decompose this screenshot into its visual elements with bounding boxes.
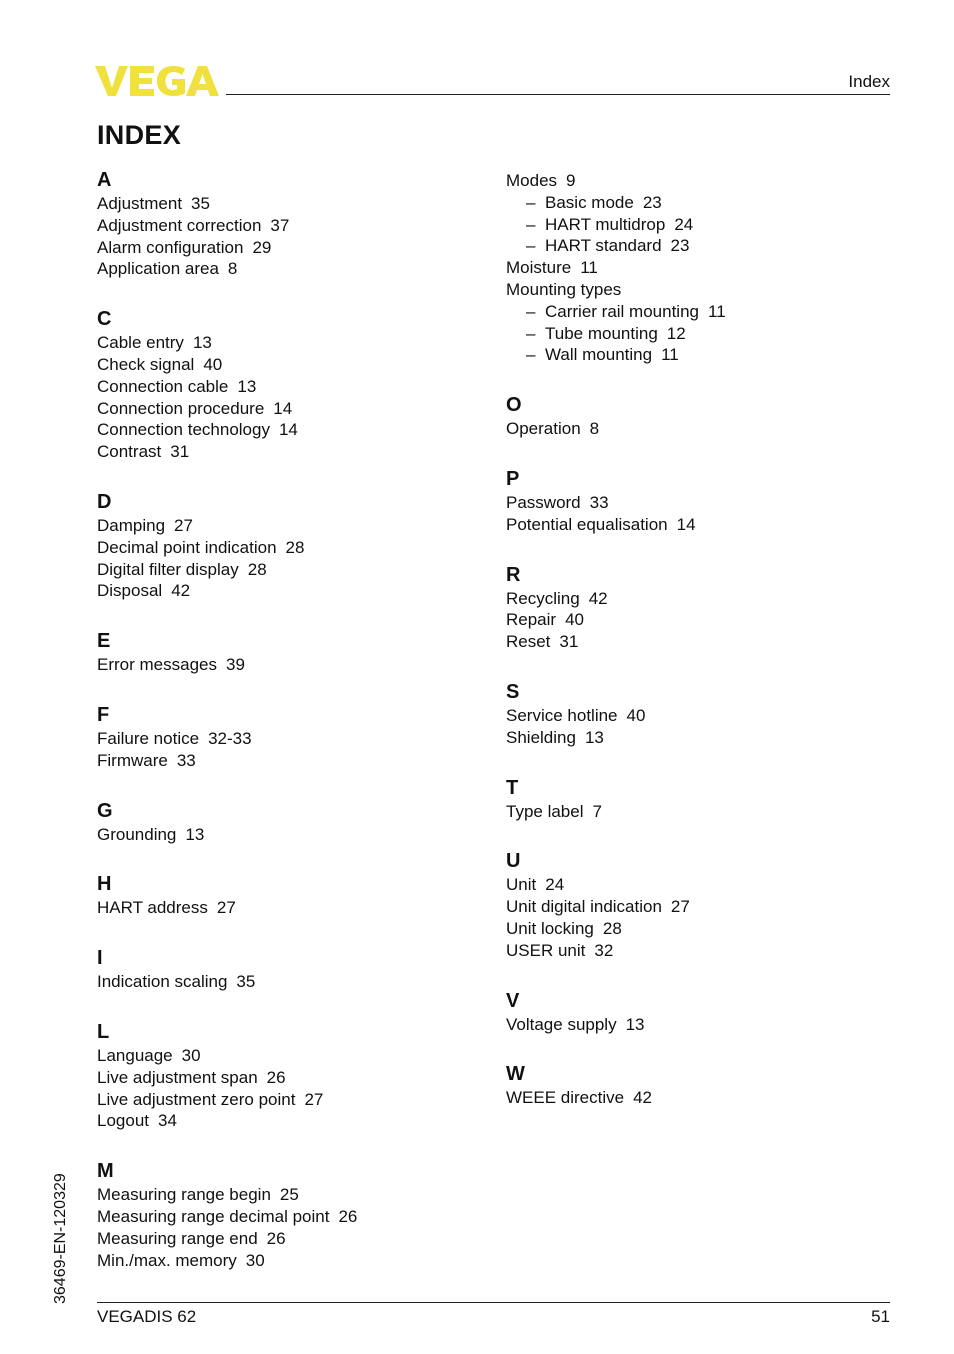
index-section [97, 945, 477, 993]
index-page-ref[interactable]: 35 [191, 194, 210, 213]
index-entry [97, 580, 477, 602]
page-title: INDEX [97, 120, 182, 150]
index-page-ref[interactable]: 32-33 [208, 728, 252, 748]
index-page-ref[interactable]: 29 [252, 237, 272, 257]
subentry-dash: – [526, 214, 536, 234]
index-page-ref[interactable]: 27 [174, 515, 193, 535]
index-page-ref[interactable]: 40 [565, 610, 585, 630]
index-section [97, 489, 477, 602]
index-page-ref[interactable]: 33 [589, 492, 609, 512]
index-entry [97, 1045, 477, 1067]
index-page-ref[interactable]: 8 [227, 259, 238, 279]
index-entry [97, 1228, 477, 1250]
index-term: Modes [506, 171, 558, 190]
index-term: Live adjustment zero point [97, 1089, 296, 1109]
index-letter-heading: F [97, 703, 110, 726]
index-page-ref[interactable]: 24 [674, 214, 694, 234]
index-entry [97, 193, 477, 215]
index-term: Shielding [506, 727, 576, 747]
index-term: Application area [97, 259, 219, 279]
index-term: Grounding [97, 824, 177, 844]
index-letter-heading: A [97, 169, 112, 191]
index-page-ref[interactable]: 27 [216, 898, 236, 918]
index-term: Connection cable [97, 376, 229, 396]
index-term: Measuring range decimal point [97, 1206, 330, 1226]
index-section [97, 798, 477, 846]
index-page-ref[interactable]: 40 [626, 705, 646, 725]
index-subentry [506, 301, 886, 323]
index-page-ref[interactable]: 11 [580, 258, 598, 278]
index-section [506, 988, 886, 1036]
index-entry [97, 354, 477, 376]
index-subentry [506, 192, 886, 214]
index-term: Moisture [506, 258, 572, 278]
index-section [506, 679, 886, 749]
index-term: Recycling [506, 588, 580, 608]
index-term: WEEE directive [506, 1088, 625, 1108]
index-entry [97, 559, 477, 581]
index-entry [506, 170, 886, 192]
index-term: Tube mounting [545, 323, 658, 343]
index-entry [97, 537, 477, 559]
index-entry [506, 418, 886, 440]
index-letter-heading: L [97, 1020, 110, 1043]
index-entry [97, 419, 477, 441]
index-entry [506, 874, 886, 896]
index-term: Unit digital indication [506, 897, 662, 917]
subentry-dash: – [526, 323, 536, 343]
index-term: Measuring range end [97, 1228, 258, 1248]
index-term: Connection technology [97, 420, 270, 440]
index-term: Cable entry [97, 333, 184, 353]
index-term: Password [506, 492, 581, 512]
header-section-title: Index [848, 72, 890, 91]
index-term: Measuring range begin [97, 1185, 271, 1205]
index-entry [97, 1250, 477, 1272]
index-section [506, 466, 886, 536]
index-entry [97, 1184, 477, 1206]
index-letter-heading: V [506, 989, 520, 1012]
index-page-ref[interactable]: 13 [192, 333, 212, 353]
index-page-ref[interactable]: 42 [633, 1088, 653, 1108]
index-page-ref[interactable]: 31 [170, 442, 190, 462]
subentry-dash: – [526, 236, 536, 256]
index-term: Live adjustment span [97, 1067, 258, 1087]
index-section [97, 628, 477, 676]
vega-logo [95, 62, 221, 100]
index-entry [506, 492, 886, 514]
index-page-ref[interactable]: 13 [625, 1014, 645, 1034]
index-entry [97, 237, 477, 259]
index-term: Type label [506, 801, 584, 821]
index-page-ref[interactable]: 42 [171, 581, 191, 601]
index-letter-heading: O [506, 394, 522, 417]
index-letter-heading: D [97, 490, 112, 513]
index-entry [97, 332, 477, 354]
index-page-ref[interactable]: 11 [661, 345, 679, 365]
index-entry [506, 727, 886, 749]
index-term: Min./max. memory [97, 1250, 237, 1270]
index-term: Connection procedure [97, 398, 265, 418]
index-section [97, 702, 477, 772]
index-term: Alarm configuration [97, 237, 244, 257]
index-entry [97, 971, 477, 993]
index-entry [506, 705, 886, 727]
index-page-ref[interactable]: 11 [708, 301, 726, 321]
index-term: Mounting types [506, 279, 622, 299]
index-term: Operation [506, 419, 581, 439]
index-entry [97, 1089, 477, 1111]
index-entry [506, 609, 886, 631]
index-entry [97, 376, 477, 398]
index-page-ref[interactable]: 32 [594, 940, 614, 960]
index-entry [506, 257, 886, 279]
index-term: Adjustment [97, 194, 183, 213]
subentry-dash: – [526, 192, 536, 212]
index-page-ref[interactable]: 40 [203, 354, 223, 374]
index-term: HART address [97, 898, 208, 918]
index-page-ref[interactable]: 30 [181, 1045, 201, 1065]
index-term: Disposal [97, 581, 163, 601]
index-term: Damping [97, 515, 166, 535]
index-letter-heading: E [97, 630, 111, 653]
index-letter-heading: H [97, 873, 112, 896]
index-entry [506, 631, 886, 653]
index-term: Potential equalisation [506, 514, 668, 534]
index-letter-heading: G [97, 799, 113, 822]
index-term: Digital filter display [97, 559, 239, 579]
subentry-dash: – [526, 301, 536, 321]
index-letter-heading: R [506, 563, 521, 586]
index-entry [506, 896, 886, 918]
index-letter-heading: U [506, 850, 521, 873]
index-letter-heading: P [506, 467, 520, 490]
index-entry [97, 398, 477, 420]
index-entry [506, 588, 886, 610]
index-entry [97, 897, 477, 919]
index-page-ref[interactable]: 37 [270, 215, 290, 235]
index-term: Reset [506, 632, 551, 652]
index-entry [506, 514, 886, 536]
index-term: Unit [506, 875, 537, 895]
index-section [506, 562, 886, 653]
index-section [97, 167, 477, 280]
index-term: Failure notice [97, 728, 200, 748]
index-subentry [506, 323, 886, 345]
index-entry [97, 750, 477, 772]
index-page-ref[interactable]: 28 [247, 559, 267, 579]
document-code: 36469-EN-120329 [52, 1173, 69, 1304]
index-page-ref[interactable]: 24 [545, 875, 565, 895]
index-section [97, 1019, 477, 1132]
index-term: Contrast [97, 442, 162, 462]
footer-product: VEGADIS 62 [97, 1307, 197, 1326]
index-page-ref[interactable]: 33 [176, 750, 196, 770]
index-page-ref[interactable]: 28 [602, 918, 622, 938]
index-letter-heading: C [97, 308, 112, 331]
index-letter-heading: S [506, 680, 520, 703]
index-entry [506, 940, 886, 962]
index-subentry [506, 344, 886, 366]
index-term: HART multidrop [545, 214, 666, 234]
index-term: Wall mounting [545, 345, 653, 365]
index-letter-heading: I [97, 947, 103, 970]
index-page-ref[interactable]: 31 [559, 632, 579, 652]
header-rule [226, 94, 890, 95]
index-letter-heading: T [506, 776, 519, 799]
index-entry [97, 728, 477, 750]
index-term: Indication scaling [97, 972, 228, 992]
footer-rule [97, 1302, 890, 1303]
index-page-ref[interactable]: 26 [338, 1206, 358, 1226]
index-page-ref[interactable]: 27 [304, 1089, 324, 1109]
index-page-ref[interactable]: 26 [266, 1067, 286, 1087]
index-page-ref[interactable]: 9 [566, 171, 576, 190]
index-page-ref[interactable]: 42 [588, 588, 608, 608]
index-section [97, 306, 477, 463]
index-term: Adjustment correction [97, 215, 262, 235]
index-page-ref[interactable]: 30 [245, 1250, 265, 1270]
index-page-ref[interactable]: 14 [676, 514, 696, 534]
index-page-ref[interactable]: 39 [225, 655, 245, 675]
index-entry [97, 654, 477, 676]
index-section [506, 1061, 886, 1109]
index-right-column [506, 170, 886, 1135]
index-page-ref[interactable]: 27 [670, 897, 690, 917]
index-term: Decimal point indication [97, 537, 277, 557]
index-page-ref[interactable]: 13 [237, 376, 257, 396]
index-entry [97, 258, 477, 280]
index-page-ref[interactable]: 23 [642, 192, 662, 212]
index-page-ref[interactable]: 8 [589, 419, 600, 439]
index-page-ref[interactable]: 13 [584, 727, 604, 747]
index-term: Firmware [97, 750, 168, 770]
index-page-ref[interactable]: 14 [278, 420, 298, 440]
index-entry [97, 824, 477, 846]
index-section [97, 871, 477, 919]
index-term: USER unit [506, 940, 586, 960]
index-term: Unit locking [506, 918, 594, 938]
index-page-ref[interactable]: 23 [670, 236, 690, 256]
index-entry [506, 1087, 886, 1109]
footer-page-number: 51 [871, 1307, 890, 1326]
index-entry [97, 1206, 477, 1228]
index-term: Basic mode [545, 192, 634, 212]
index-entry [506, 801, 886, 823]
index-letter-heading: M [97, 1160, 114, 1183]
index-left-column [97, 167, 477, 1297]
index-page-ref[interactable]: 28 [285, 537, 305, 557]
index-term: Repair [506, 610, 557, 630]
index-entry [97, 515, 477, 537]
index-term: Carrier rail mounting [545, 301, 699, 321]
index-page-ref[interactable]: 13 [185, 824, 205, 844]
index-section [506, 392, 886, 440]
index-section [506, 170, 886, 366]
index-section [97, 1158, 477, 1271]
index-term: Logout [97, 1111, 149, 1131]
subentry-dash: – [526, 345, 536, 365]
index-term: HART standard [545, 236, 662, 256]
index-entry [506, 918, 886, 940]
index-subentry [506, 235, 886, 257]
index-page-ref[interactable]: 25 [279, 1185, 299, 1205]
index-section [506, 848, 886, 961]
index-page-ref[interactable]: 12 [666, 323, 686, 343]
index-entry [506, 279, 886, 301]
index-term: Error messages [97, 655, 217, 675]
index-letter-heading: W [506, 1063, 525, 1086]
index-term: Language [97, 1045, 173, 1065]
index-entry [97, 215, 477, 237]
index-page-ref[interactable]: 7 [592, 801, 602, 821]
index-entry [97, 1067, 477, 1089]
index-term: Service hotline [506, 705, 618, 725]
index-page-ref[interactable]: 34 [158, 1111, 177, 1131]
index-page-ref[interactable]: 26 [266, 1228, 286, 1248]
index-page-ref[interactable]: 35 [236, 972, 256, 992]
index-entry [97, 1110, 477, 1132]
index-entry [97, 441, 477, 463]
index-page-ref[interactable]: 14 [273, 398, 293, 418]
index-term: Check signal [97, 354, 195, 374]
index-section [506, 775, 886, 823]
index-subentry [506, 214, 886, 236]
index-entry [506, 1014, 886, 1036]
index-term: Voltage supply [506, 1014, 617, 1034]
